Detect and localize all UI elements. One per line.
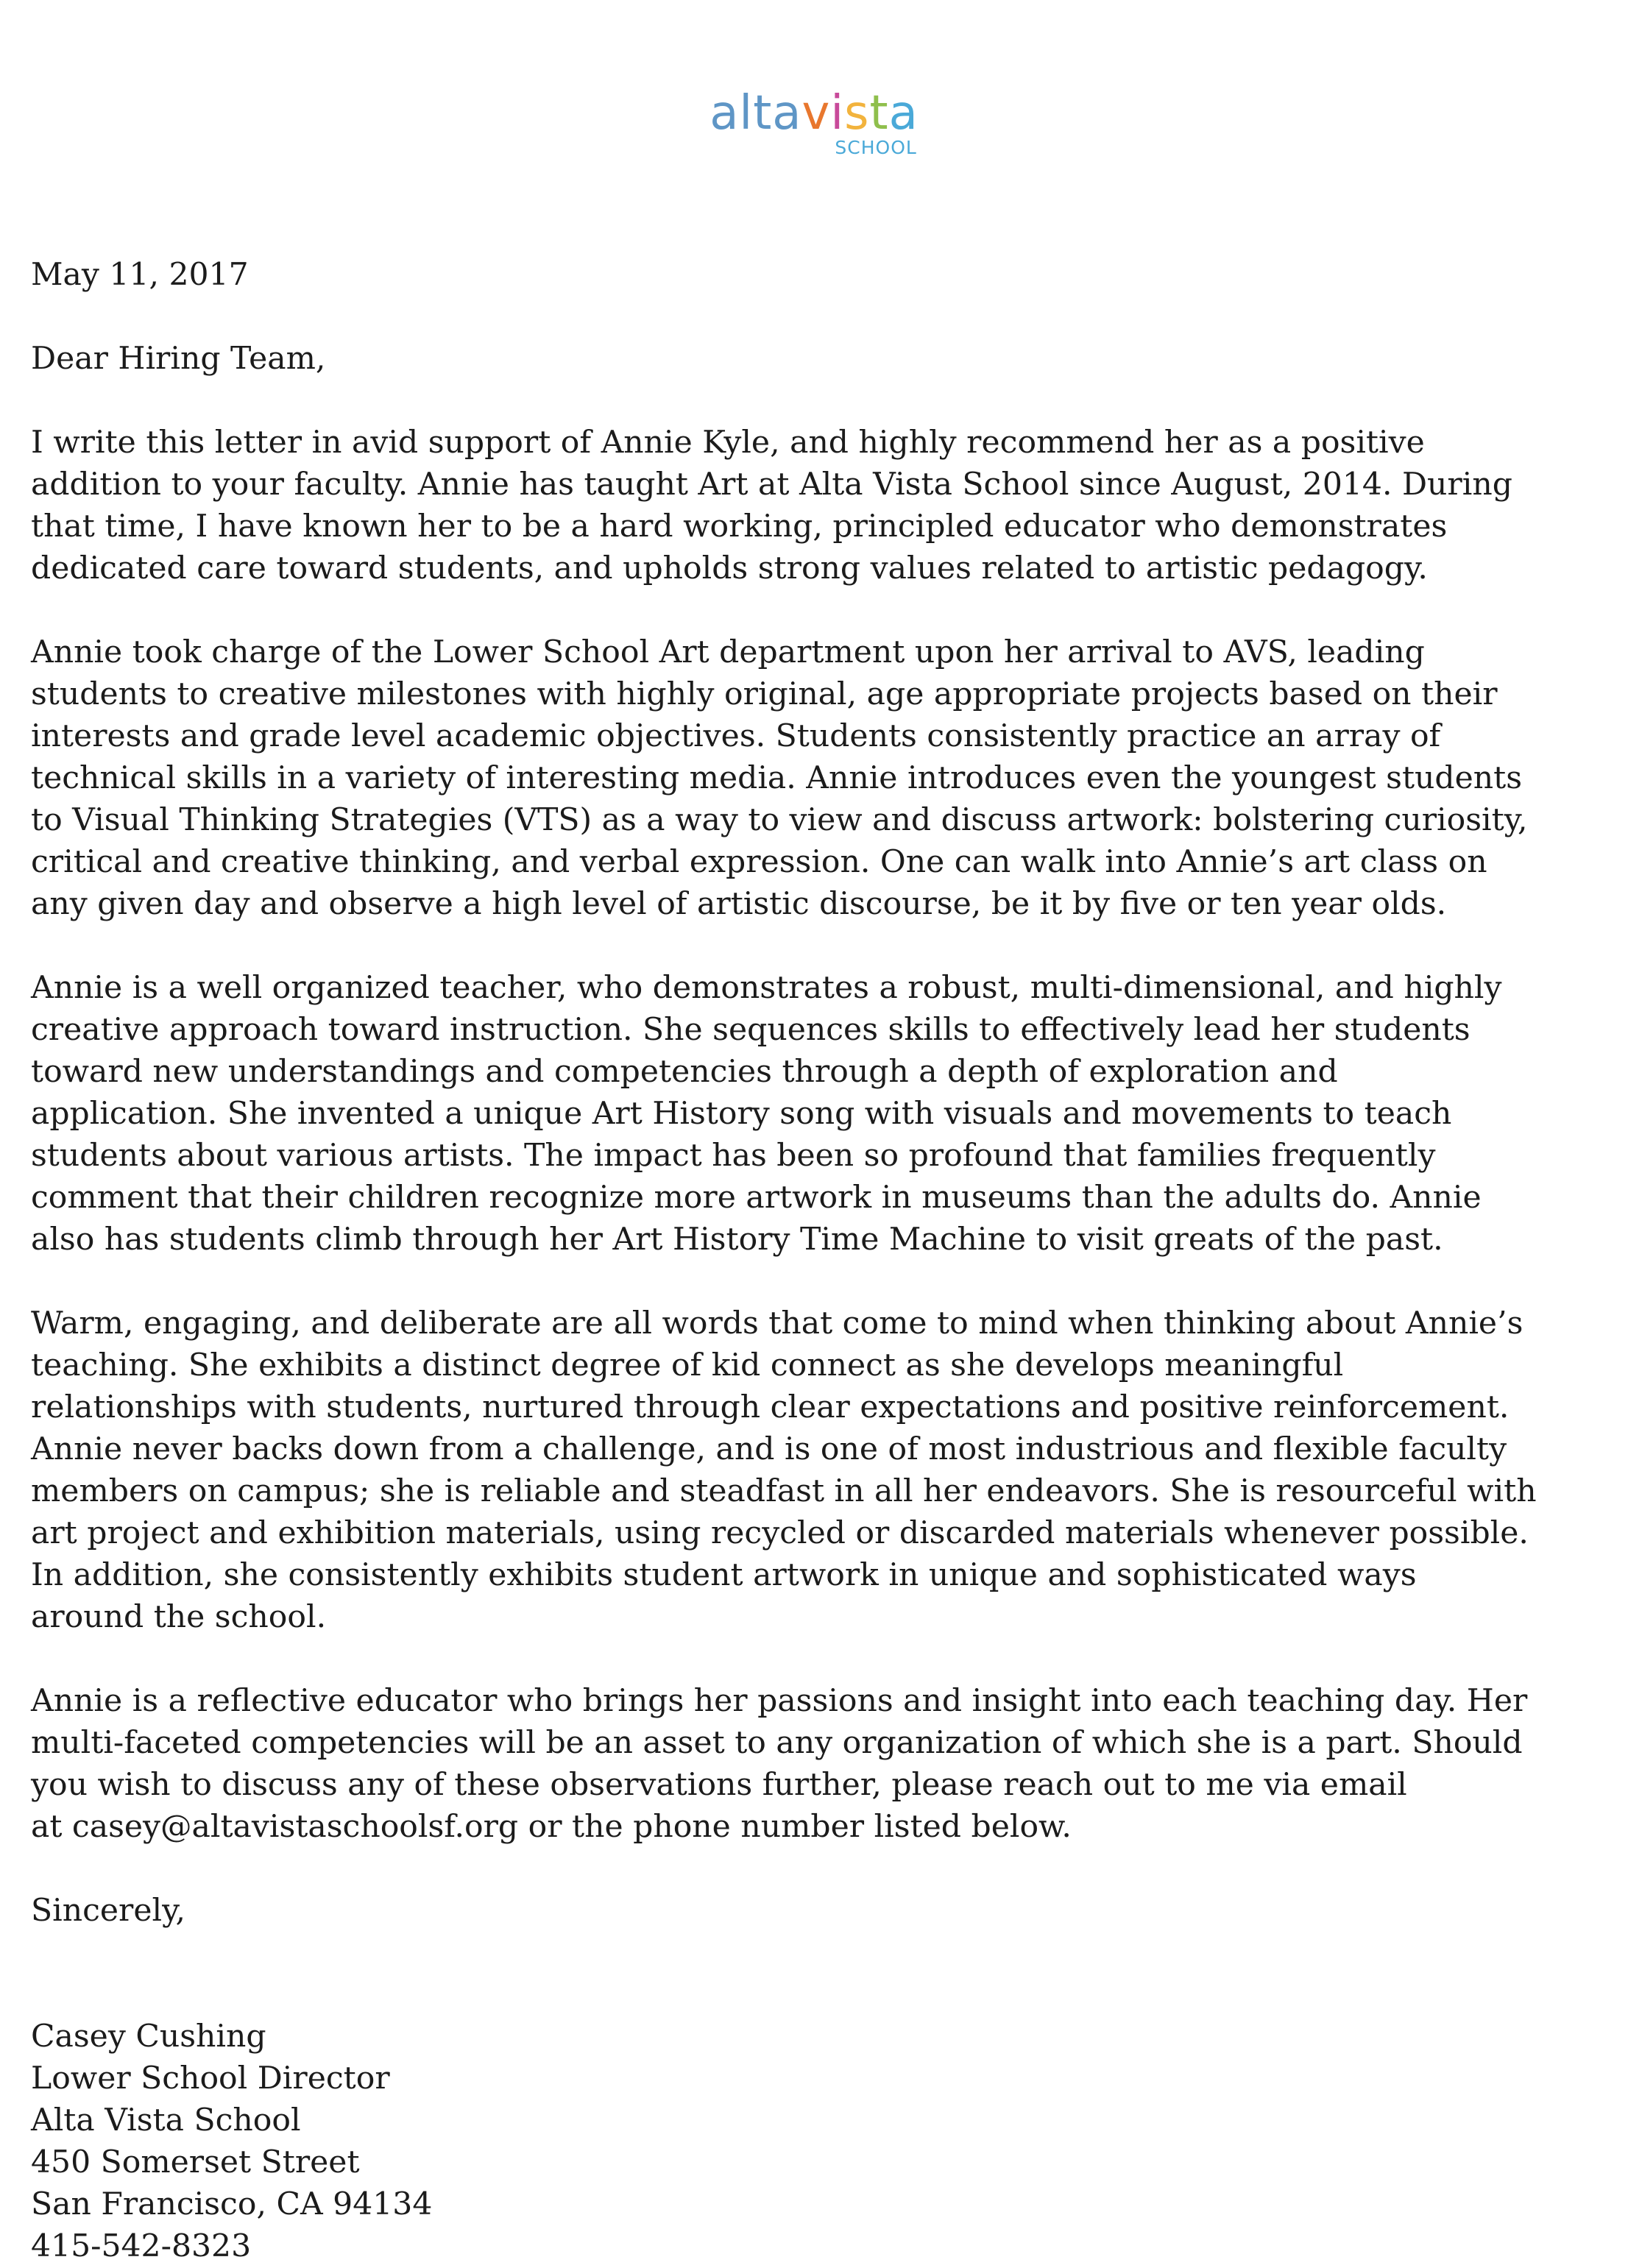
paragraph-line: interests and grade level academic objectives. Students consistently practice an array of	[31, 718, 1441, 754]
paragraph-1	[31, 422, 1599, 589]
paragraph-line: critical and creative thinking, and verbal expression. One can walk into Annie’s art class on	[31, 844, 1487, 880]
paragraph-line: relationships with students, nurtured through clear expectations and positive reinforcement.	[31, 1389, 1510, 1425]
letter-date: May 11, 2017	[31, 257, 249, 293]
paragraph-line: application. She invented a unique Art History song with visuals and movements to teach	[31, 1096, 1452, 1132]
paragraph-line: Warm, engaging, and deliberate are all words that come to mind when thinking about Annie’s	[31, 1305, 1523, 1342]
paragraph-line: technical skills in a variety of interesting media. Annie introduces even the youngest students	[31, 760, 1523, 796]
paragraph-line: students about various artists. The impact has been so profound that families frequently	[31, 1138, 1436, 1174]
paragraph-line: teaching. She exhibits a distinct degree of kid connect as she develops meaningful	[31, 1347, 1344, 1383]
paragraph-line: art project and exhibition materials, using recycled or discarded materials whenever possible.	[31, 1515, 1529, 1551]
paragraph-3	[31, 967, 1599, 1261]
letter-body	[31, 254, 1599, 2267]
paragraph-line: I write this letter in avid support of Annie Kyle, and highly recommend her as a positive	[31, 425, 1425, 461]
logo-letter-s: s	[844, 86, 870, 141]
paragraph-line: Annie took charge of the Lower School Art department upon her arrival to AVS, leading	[31, 634, 1425, 670]
paragraph-line: comment that their children recognize more artwork in museums than the adults do. Annie	[31, 1180, 1482, 1216]
paragraph-line: that time, I have known her to be a hard working, principled educator who demonstrates	[31, 508, 1448, 545]
signer-city: San Francisco, CA 94134	[31, 2186, 433, 2222]
paragraph-line: around the school.	[31, 1599, 327, 1635]
paragraph-line: Annie is a reflective educator who brings her passions and insight into each teaching day. Her	[31, 1683, 1528, 1719]
signer-name: Casey Cushing	[31, 2019, 266, 2055]
signature-block	[31, 2016, 1599, 2267]
letter-salutation: Dear Hiring Team,	[31, 341, 326, 377]
logo-letter-t: t	[869, 86, 889, 141]
paragraph-4	[31, 1303, 1599, 1638]
letter-closing: Sincerely,	[31, 1893, 185, 1929]
signer-school: Alta Vista School	[31, 2102, 301, 2138]
logo-wordmark	[709, 86, 919, 158]
paragraph-line: to Visual Thinking Strategies (VTS) as a way to view and discuss artwork: bolstering curiosity,	[31, 802, 1528, 838]
logo-letter-i: i	[830, 86, 845, 141]
school-logo	[0, 86, 1628, 158]
logo-alta-text: alta	[709, 86, 802, 141]
logo-letter-a: a	[888, 86, 919, 141]
paragraph-line: also has students climb through her Art History Time Machine to visit greats of the past.	[31, 1222, 1443, 1258]
paragraph-line: any given day and observe a high level of artistic discourse, be it by five or ten year olds.	[31, 886, 1447, 922]
paragraph-2	[31, 631, 1599, 925]
paragraph-line: Annie is a well organized teacher, who demonstrates a robust, multi-dimensional, and highly	[31, 970, 1502, 1006]
signer-street: 450 Somerset Street	[31, 2144, 360, 2180]
paragraph-line: dedicated care toward students, and upholds strong values related to artistic pedagogy.	[31, 550, 1428, 587]
logo-letter-v: v	[801, 86, 831, 141]
paragraph-line: multi-faceted competencies will be an asset to any organization of which she is a part. Should	[31, 1725, 1523, 1761]
signature-space	[31, 1974, 1599, 2016]
signer-phone: 415-542-8323	[31, 2228, 252, 2264]
logo-subtitle: SCHOOL	[835, 137, 917, 158]
paragraph-line: In addition, she consistently exhibits student artwork in unique and sophisticated ways	[31, 1557, 1417, 1593]
paragraph-line: students to creative milestones with highly original, age appropriate projects based on their	[31, 676, 1498, 712]
paragraph-line: you wish to discuss any of these observations further, please reach out to me via email	[31, 1767, 1407, 1803]
paragraph-line: members on campus; she is reliable and steadfast in all her endeavors. She is resourceful with	[31, 1473, 1537, 1509]
paragraph-line: toward new understandings and competencies through a depth of exploration and	[31, 1054, 1338, 1090]
paragraph-5	[31, 1680, 1599, 1848]
paragraph-line: Annie never backs down from a challenge, and is one of most industrious and flexible faculty	[31, 1431, 1507, 1467]
signer-title: Lower School Director	[31, 2060, 390, 2097]
paragraph-line: addition to your faculty. Annie has taught Art at Alta Vista School since August, 2014. During	[31, 467, 1512, 503]
paragraph-line: creative approach toward instruction. She sequences skills to effectively lead her students	[31, 1012, 1470, 1048]
paragraph-line: at casey@altavistaschoolsf.org or the phone number listed below.	[31, 1809, 1072, 1845]
